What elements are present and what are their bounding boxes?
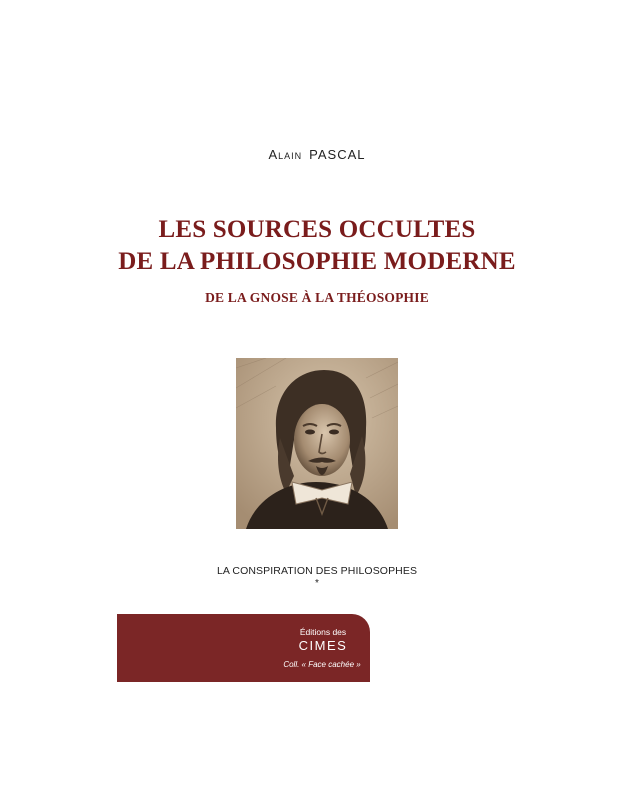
title-line-2: DE LA PHILOSOPHIE MODERNE bbox=[118, 248, 516, 275]
book-title bbox=[0, 214, 634, 278]
engraved-portrait-icon bbox=[236, 358, 398, 529]
book-subtitle: DE LA GNOSE À LA THÉOSOPHIE bbox=[205, 290, 429, 305]
volume-mark: * bbox=[315, 578, 319, 589]
publisher-name: CIMES bbox=[298, 638, 348, 653]
series-title: LA CONSPIRATION DES PHILOSOPHES bbox=[216, 565, 418, 577]
author-first-name: Alain bbox=[268, 147, 303, 162]
portrait-image bbox=[236, 358, 398, 529]
title-line-1: LES SOURCES OCCULTES bbox=[158, 216, 476, 243]
collection-name: Coll. « Face cachée » bbox=[283, 660, 361, 669]
publisher-prefix: Éditions des bbox=[299, 627, 347, 637]
author-name bbox=[0, 147, 634, 162]
author-last-name: PASCAL bbox=[309, 147, 366, 162]
